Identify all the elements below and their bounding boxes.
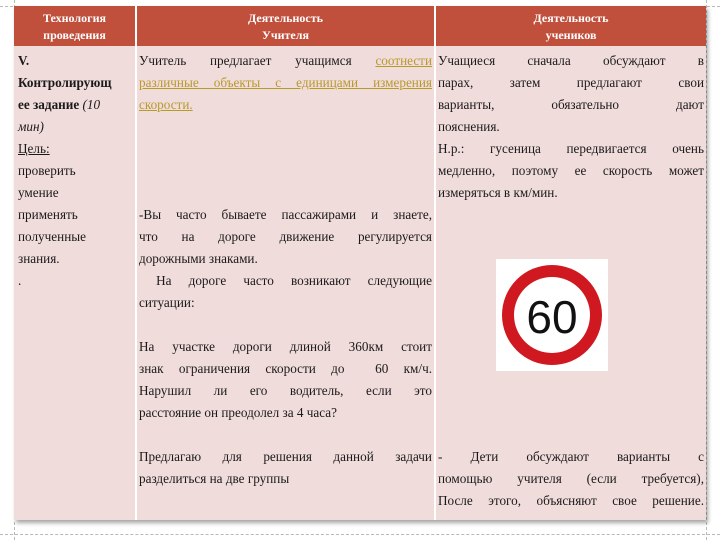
question-line: -Вы часто бываете пассажирами и знаете, — [139, 207, 432, 222]
header-students — [436, 6, 706, 46]
student-line: парах, затем предлагают свои — [438, 75, 704, 90]
final-line: После этого, объясняют свое решение. — [438, 493, 704, 508]
stage-cell — [18, 50, 138, 292]
task-line: Нарушил ли его водитель, если это — [139, 383, 432, 398]
student-line: Учащиеся сначала обсуждают в — [438, 53, 704, 68]
duration-end: мин) — [18, 119, 44, 134]
spacer — [139, 314, 432, 336]
group-line: разделиться на две группы — [139, 471, 290, 486]
question-line: дорожными знаками. — [139, 251, 258, 266]
header-teacher-line1: Деятельность — [248, 11, 323, 25]
group-line: Предлагаю для решения данной задачи — [139, 449, 432, 464]
spacer — [139, 424, 432, 446]
students-cell — [438, 50, 704, 204]
duration: (10 — [82, 97, 101, 112]
task-line: На участке дороги длиной 360км стоит — [139, 339, 432, 354]
speed-limit-sign-icon — [496, 259, 608, 371]
stage-number: V. — [18, 53, 30, 68]
intro-text: Учитель предлагает учащимся — [139, 53, 352, 68]
guide-bottom — [0, 534, 720, 535]
question-line: что на дороге движение регулируется — [139, 229, 432, 244]
stage-name: Контролирующ — [18, 75, 112, 90]
students-final — [438, 446, 704, 512]
goal-line: полученные — [18, 229, 86, 244]
goal-label: Цель: — [18, 141, 50, 156]
example-line: измеряться в км/мин. — [438, 185, 558, 200]
header-teacher-line2: Учителя — [262, 28, 309, 42]
teacher-cell — [139, 50, 432, 490]
sign-value: 60 — [526, 291, 578, 343]
final-line: - Дети обсуждают варианты с — [438, 449, 704, 464]
header-students-line2: учеников — [545, 28, 597, 42]
header-technology-line1: Технология — [43, 11, 106, 25]
goal-line: умение — [18, 185, 59, 200]
task-line: знак ограничения скорости до 60 км/ч. — [139, 361, 432, 376]
goal-line: знания. — [18, 251, 60, 266]
goal-line: применять — [18, 207, 78, 222]
header-students-line1: Деятельность — [533, 11, 609, 25]
final-line: помощью учителя (если требуется), — [438, 471, 704, 486]
link-line[interactable]: различные объекты с единицами измерения — [139, 75, 432, 90]
task-line — [18, 94, 138, 116]
spacer — [139, 116, 432, 204]
link-line[interactable]: скорости. — [139, 97, 193, 112]
intro-link[interactable]: соотнести — [375, 53, 432, 68]
speed-limit-sign-graphic — [496, 259, 608, 371]
question-line: ситуации: — [139, 295, 195, 310]
column-separator — [434, 6, 436, 520]
header-technology-line2: проведения — [43, 28, 106, 42]
example-line: медленно, поэтому ее скорость может — [438, 163, 704, 178]
teacher-intro — [139, 50, 432, 72]
guide-right — [706, 0, 707, 540]
goal-line: проверить — [18, 163, 76, 178]
header-teacher — [137, 6, 434, 46]
task-prefix: ее задание — [18, 97, 80, 112]
example-line: Н.р.: гусеница передвигается очень — [438, 141, 704, 156]
question-line: На дороге часто возникают следующие — [139, 273, 432, 288]
student-line: пояснения. — [438, 119, 500, 134]
task-line: расстояние он преодолел за 4 часа? — [139, 405, 337, 420]
header-technology — [14, 6, 135, 46]
student-line: варианты, обязательно дают — [438, 97, 704, 112]
goal-dot: . — [18, 273, 22, 288]
